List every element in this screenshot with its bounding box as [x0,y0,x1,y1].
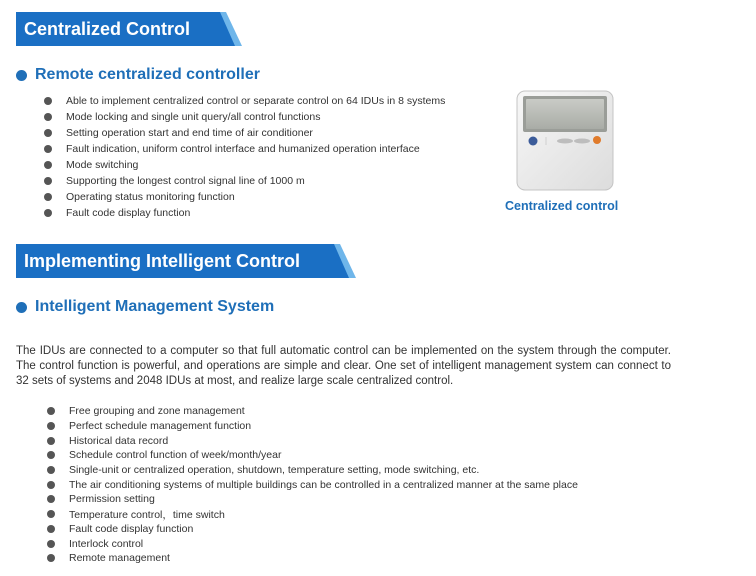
controller-feature-list [44,93,445,221]
list-item: Fault code display function [47,522,578,537]
management-feature-list [47,404,578,566]
list-item: Mode switching [44,157,445,173]
section-banner-centralized-control [16,12,244,46]
section-title: Centralized Control [24,19,191,39]
list-item: Schedule control function of week/month/year [47,448,578,463]
bullet-icon [44,145,52,153]
list-item: Historical data record [47,433,578,448]
subheading-text: Remote centralized controller [35,66,260,83]
list-item: Permission setting [47,492,578,507]
bullet-icon [47,554,55,562]
image-caption: Centralized control [505,199,619,213]
bullet-icon [47,466,55,474]
list-item: Temperature control，time switch [47,507,578,522]
subheading-remote-controller [16,66,260,84]
list-item: Able to implement centralized control or separate control on 64 IDUs in 8 systems [44,93,445,109]
bullet-icon [47,422,55,430]
list-item: Single-unit or centralized operation, shutdown, temperature setting, mode switching, etc. [47,463,578,478]
bullet-icon [47,407,55,415]
bullet-icon [47,481,55,489]
bullet-icon [47,525,55,533]
controller-device-icon [516,90,616,192]
bullet-icon [47,437,55,445]
section-banner-intelligent-control [16,244,358,278]
list-item: Interlock control [47,536,578,551]
bullet-icon [44,113,52,121]
bullet-icon [47,540,55,548]
centralized-controller-image [516,90,616,197]
bullet-icon [47,451,55,459]
list-item: Setting operation start and end time of air conditioner [44,125,445,141]
bullet-icon [47,495,55,503]
subheading-text: Intelligent Management System [35,298,275,315]
section-title: Implementing Intelligent Control [24,251,300,271]
subheading-intelligent-management [16,298,274,316]
list-item: Mode locking and single unit query/all control functions [44,109,445,125]
bullet-icon [44,129,52,137]
list-item: Perfect schedule management function [47,419,578,434]
bullet-icon [47,510,55,518]
list-item: Supporting the longest control signal line of 1000 m [44,173,445,189]
bullet-icon [44,161,52,169]
list-item: Remote management [47,551,578,566]
bullet-dot-icon [16,302,27,313]
bullet-icon [44,97,52,105]
list-item: The air conditioning systems of multiple buildings can be controlled in a centralized manner at the same place [47,477,578,492]
bullet-icon [44,177,52,185]
bullet-icon [44,193,52,201]
list-item: Fault indication, uniform control interface and humanized operation interface [44,141,445,157]
list-item: Free grouping and zone management [47,404,578,419]
bullet-icon [44,209,52,217]
bullet-dot-icon [16,70,27,81]
list-item: Operating status monitoring function [44,189,445,205]
list-item: Fault code display function [44,205,445,221]
description-paragraph: The IDUs are connected to a computer so that full automatic control can be implemented on the system through the computer. The control function is powerful, and operations are simple and clear. One set of intelligent management system can connect to 32 sets of systems and 2048 IDUs at most, and realize large scale centralized control. [16,344,671,387]
